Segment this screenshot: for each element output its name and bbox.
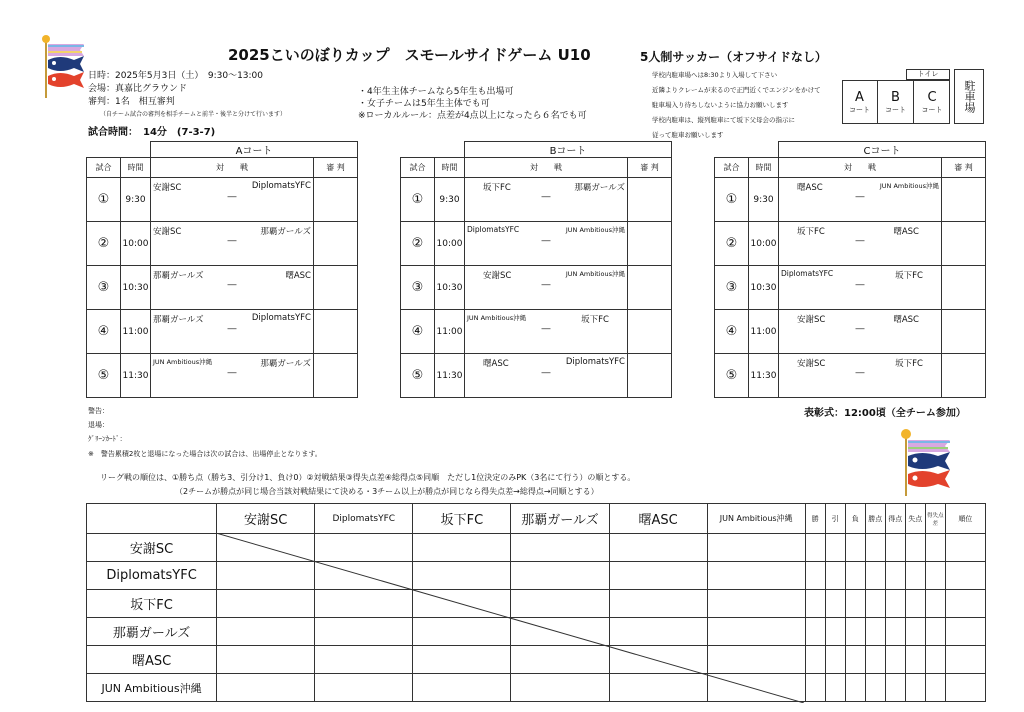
referee-cell[interactable] xyxy=(314,222,358,266)
match-number: ① xyxy=(87,178,121,222)
page-subtitle: 5人制サッカー（オフサイドなし） xyxy=(640,50,827,64)
col-time: 時間 xyxy=(749,158,779,178)
league-col-stat: 勝点 xyxy=(865,504,885,534)
referee-cell[interactable] xyxy=(942,178,986,222)
parking-note: 近隣よりクレームが来るので正門近くでエンジンをかけて xyxy=(652,86,821,94)
referee-cell[interactable] xyxy=(942,354,986,398)
col-time: 時間 xyxy=(121,158,151,178)
match-time: 11:00 xyxy=(749,310,779,354)
koinobori-icon xyxy=(40,34,90,100)
league-col-stat: 得点 xyxy=(885,504,905,534)
map-court-a: A コート xyxy=(842,80,878,124)
match-number: ② xyxy=(401,222,435,266)
match-number: ② xyxy=(715,222,749,266)
match-pairing: 安謝SC 那覇ガールズ ― xyxy=(153,227,311,246)
match-time: 10:30 xyxy=(749,266,779,310)
match-number: ③ xyxy=(715,266,749,310)
league-col-team: 那覇ガールズ xyxy=(511,504,609,534)
match-time: 11:30 xyxy=(749,354,779,398)
ranking-tiebreak: （2チームが勝点が同じ場合当該対戦結果にて決める・3チーム以上が勝点が同じなら得失点差→総得点→同順とする） xyxy=(175,487,599,496)
league-corner xyxy=(87,504,217,534)
match-pairing: 那覇ガールズ DiplomatsYFC ― xyxy=(153,313,311,334)
league-col-team: DiplomatsYFC xyxy=(315,504,413,534)
match-pairing: 坂下FC 那覇ガールズ ― xyxy=(483,183,625,202)
match-time: 11:30 xyxy=(121,354,151,398)
venue-map xyxy=(842,69,983,124)
match-pairing: 安謝SC 曙ASC ― xyxy=(797,315,919,334)
suspension-note: ※ 警告累積2枚と退場になった場合は次の試合は、出場停止となります。 xyxy=(88,450,322,458)
league-col-team: 曙ASC xyxy=(609,504,707,534)
match-number: ④ xyxy=(401,310,435,354)
referee-cell[interactable] xyxy=(628,354,672,398)
warning-label: 警告： xyxy=(88,407,109,415)
league-row-team: JUN Ambitious沖縄 xyxy=(87,674,217,702)
match-pairing: JUN Ambitious沖縄 那覇ガールズ ― xyxy=(153,358,311,378)
referee-cell[interactable] xyxy=(942,222,986,266)
league-col-team: 安謝SC xyxy=(217,504,315,534)
referee-note: （自チーム試合の審判を相手チームと前半・後半と分けて行います） xyxy=(100,111,287,118)
match-number: ⑤ xyxy=(715,354,749,398)
match-pairing: 安謝SC 坂下FC ― xyxy=(797,359,923,378)
court-name: Bコート xyxy=(465,142,672,158)
map-court-c: C コート xyxy=(921,90,943,114)
match-number: ① xyxy=(401,178,435,222)
col-versus: 対 戦 xyxy=(151,158,314,178)
match-time: 10:00 xyxy=(749,222,779,266)
match-time: 10:30 xyxy=(121,266,151,310)
referee-cell[interactable] xyxy=(314,354,358,398)
koinobori-icon xyxy=(898,428,956,498)
parking-note: 従って駐車お願いします xyxy=(652,131,724,139)
parking-note: 学校内駐車場へは8:30より入場して下さい xyxy=(652,71,778,79)
match-time: 11:00 xyxy=(121,310,151,354)
rule-line: ・4年生主体チームなら5年生も出場可 xyxy=(358,87,514,97)
match-pairing: DiplomatsYFC JUN Ambitious沖縄 ― xyxy=(467,225,625,246)
match-number: ⑤ xyxy=(401,354,435,398)
greencard-label: ｸﾞﾘｰﾝｶｰﾄﾞ： xyxy=(88,435,127,443)
toilet-label: トイレ xyxy=(906,69,950,80)
referee-cell[interactable] xyxy=(628,178,672,222)
referee-cell[interactable] xyxy=(628,222,672,266)
event-referee: 審判：1名 相互審判 xyxy=(88,97,175,107)
col-match: 試合 xyxy=(715,158,749,178)
league-col-stat: 失点 xyxy=(905,504,925,534)
ranking-rule: リーグ戦の順位は、①勝ち点（勝ち3、引分け1、負け0）②対戦結果③得失点差④総得点⑤同順 ただし1位決定のみPK（3名にて行う）の順とする。 xyxy=(100,473,636,482)
league-row-team: DiplomatsYFC xyxy=(87,562,217,590)
league-col-team: 坂下FC xyxy=(413,504,511,534)
referee-cell[interactable] xyxy=(628,310,672,354)
court-c-table xyxy=(714,141,986,398)
court-name: Aコート xyxy=(151,142,358,158)
col-time: 時間 xyxy=(435,158,465,178)
match-pairing: 曙ASC DiplomatsYFC ― xyxy=(483,357,625,378)
league-row-team: 那覇ガールズ xyxy=(87,618,217,646)
match-pairing: 坂下FC 曙ASC ― xyxy=(797,227,919,246)
referee-cell[interactable] xyxy=(628,266,672,310)
col-match: 試合 xyxy=(87,158,121,178)
court-a-table xyxy=(86,141,358,398)
match-time: 9:30 xyxy=(749,178,779,222)
league-row-team: 坂下FC xyxy=(87,590,217,618)
match-time: 10:30 xyxy=(435,266,465,310)
league-col-team: JUN Ambitious沖縄 xyxy=(707,504,805,534)
league-diagonal xyxy=(216,533,804,703)
rule-line: ※ローカルルール：点差が4点以上になったら６名でも可 xyxy=(358,111,587,121)
match-pairing: JUN Ambitious沖縄 坂下FC ― xyxy=(467,314,609,334)
sendoff-label: 退場： xyxy=(88,421,109,429)
match-number: ⑤ xyxy=(87,354,121,398)
match-time: 11:00 xyxy=(435,310,465,354)
ceremony-note: 表彰式：12:00頃（全チーム参加） xyxy=(804,408,966,419)
league-row-team: 曙ASC xyxy=(87,646,217,674)
court-b-table xyxy=(400,141,672,398)
league-col-stat: 引 xyxy=(825,504,845,534)
event-date: 日時：2025年5月3日（土） 9:30〜13:00 xyxy=(88,71,264,81)
league-col-stat: 順位 xyxy=(945,504,985,534)
league-col-stat: 勝 xyxy=(805,504,825,534)
map-court-b: B コート xyxy=(878,80,914,124)
referee-cell[interactable] xyxy=(314,266,358,310)
match-pairing: 安謝SC JUN Ambitious沖縄 ― xyxy=(483,270,625,290)
match-time: 11:30 xyxy=(435,354,465,398)
col-referee: 審 判 xyxy=(942,158,986,178)
rule-line: ・女子チームは5年生主体でも可 xyxy=(358,99,490,109)
parking-label: 駐車場 xyxy=(954,69,984,124)
referee-cell[interactable] xyxy=(314,178,358,222)
col-match: 試合 xyxy=(401,158,435,178)
match-number: ③ xyxy=(87,266,121,310)
col-versus: 対 戦 xyxy=(465,158,628,178)
referee-cell[interactable] xyxy=(942,310,986,354)
match-number: ③ xyxy=(401,266,435,310)
page-title: 2025こいのぼりカップ スモールサイドゲーム U10 xyxy=(228,46,591,64)
parking-note: 駐車場入り待ちしないように協力お願いします xyxy=(652,101,789,109)
match-number: ② xyxy=(87,222,121,266)
league-col-stat: 負 xyxy=(845,504,865,534)
match-pairing: DiplomatsYFC 坂下FC ― xyxy=(781,269,923,290)
match-pairing: 安謝SC DiplomatsYFC ― xyxy=(153,181,311,202)
match-time: 9:30 xyxy=(435,178,465,222)
parking-note: 学校内駐車は、縦列駐車にて坂下父母会の指示に xyxy=(652,116,795,124)
match-time: 9:30 xyxy=(121,178,151,222)
col-versus: 対 戦 xyxy=(779,158,942,178)
league-col-stat: 得失点差 xyxy=(925,504,945,534)
col-referee: 審 判 xyxy=(628,158,672,178)
referee-cell[interactable] xyxy=(314,310,358,354)
col-referee: 審 判 xyxy=(314,158,358,178)
match-number: ④ xyxy=(715,310,749,354)
match-time: 10:00 xyxy=(121,222,151,266)
event-venue: 会場：真嘉比グラウンド xyxy=(88,84,188,94)
match-pairing: 曙ASC JUN Ambitious沖縄 ― xyxy=(797,182,939,202)
referee-cell[interactable] xyxy=(942,266,986,310)
match-pairing: 那覇ガールズ 曙ASC ― xyxy=(153,271,311,290)
court-name: Cコート xyxy=(779,142,986,158)
league-row-team: 安謝SC xyxy=(87,534,217,562)
match-time: 10:00 xyxy=(435,222,465,266)
match-duration: 試合時間： 14分 (7-3-7) xyxy=(88,127,216,138)
match-number: ① xyxy=(715,178,749,222)
match-number: ④ xyxy=(87,310,121,354)
